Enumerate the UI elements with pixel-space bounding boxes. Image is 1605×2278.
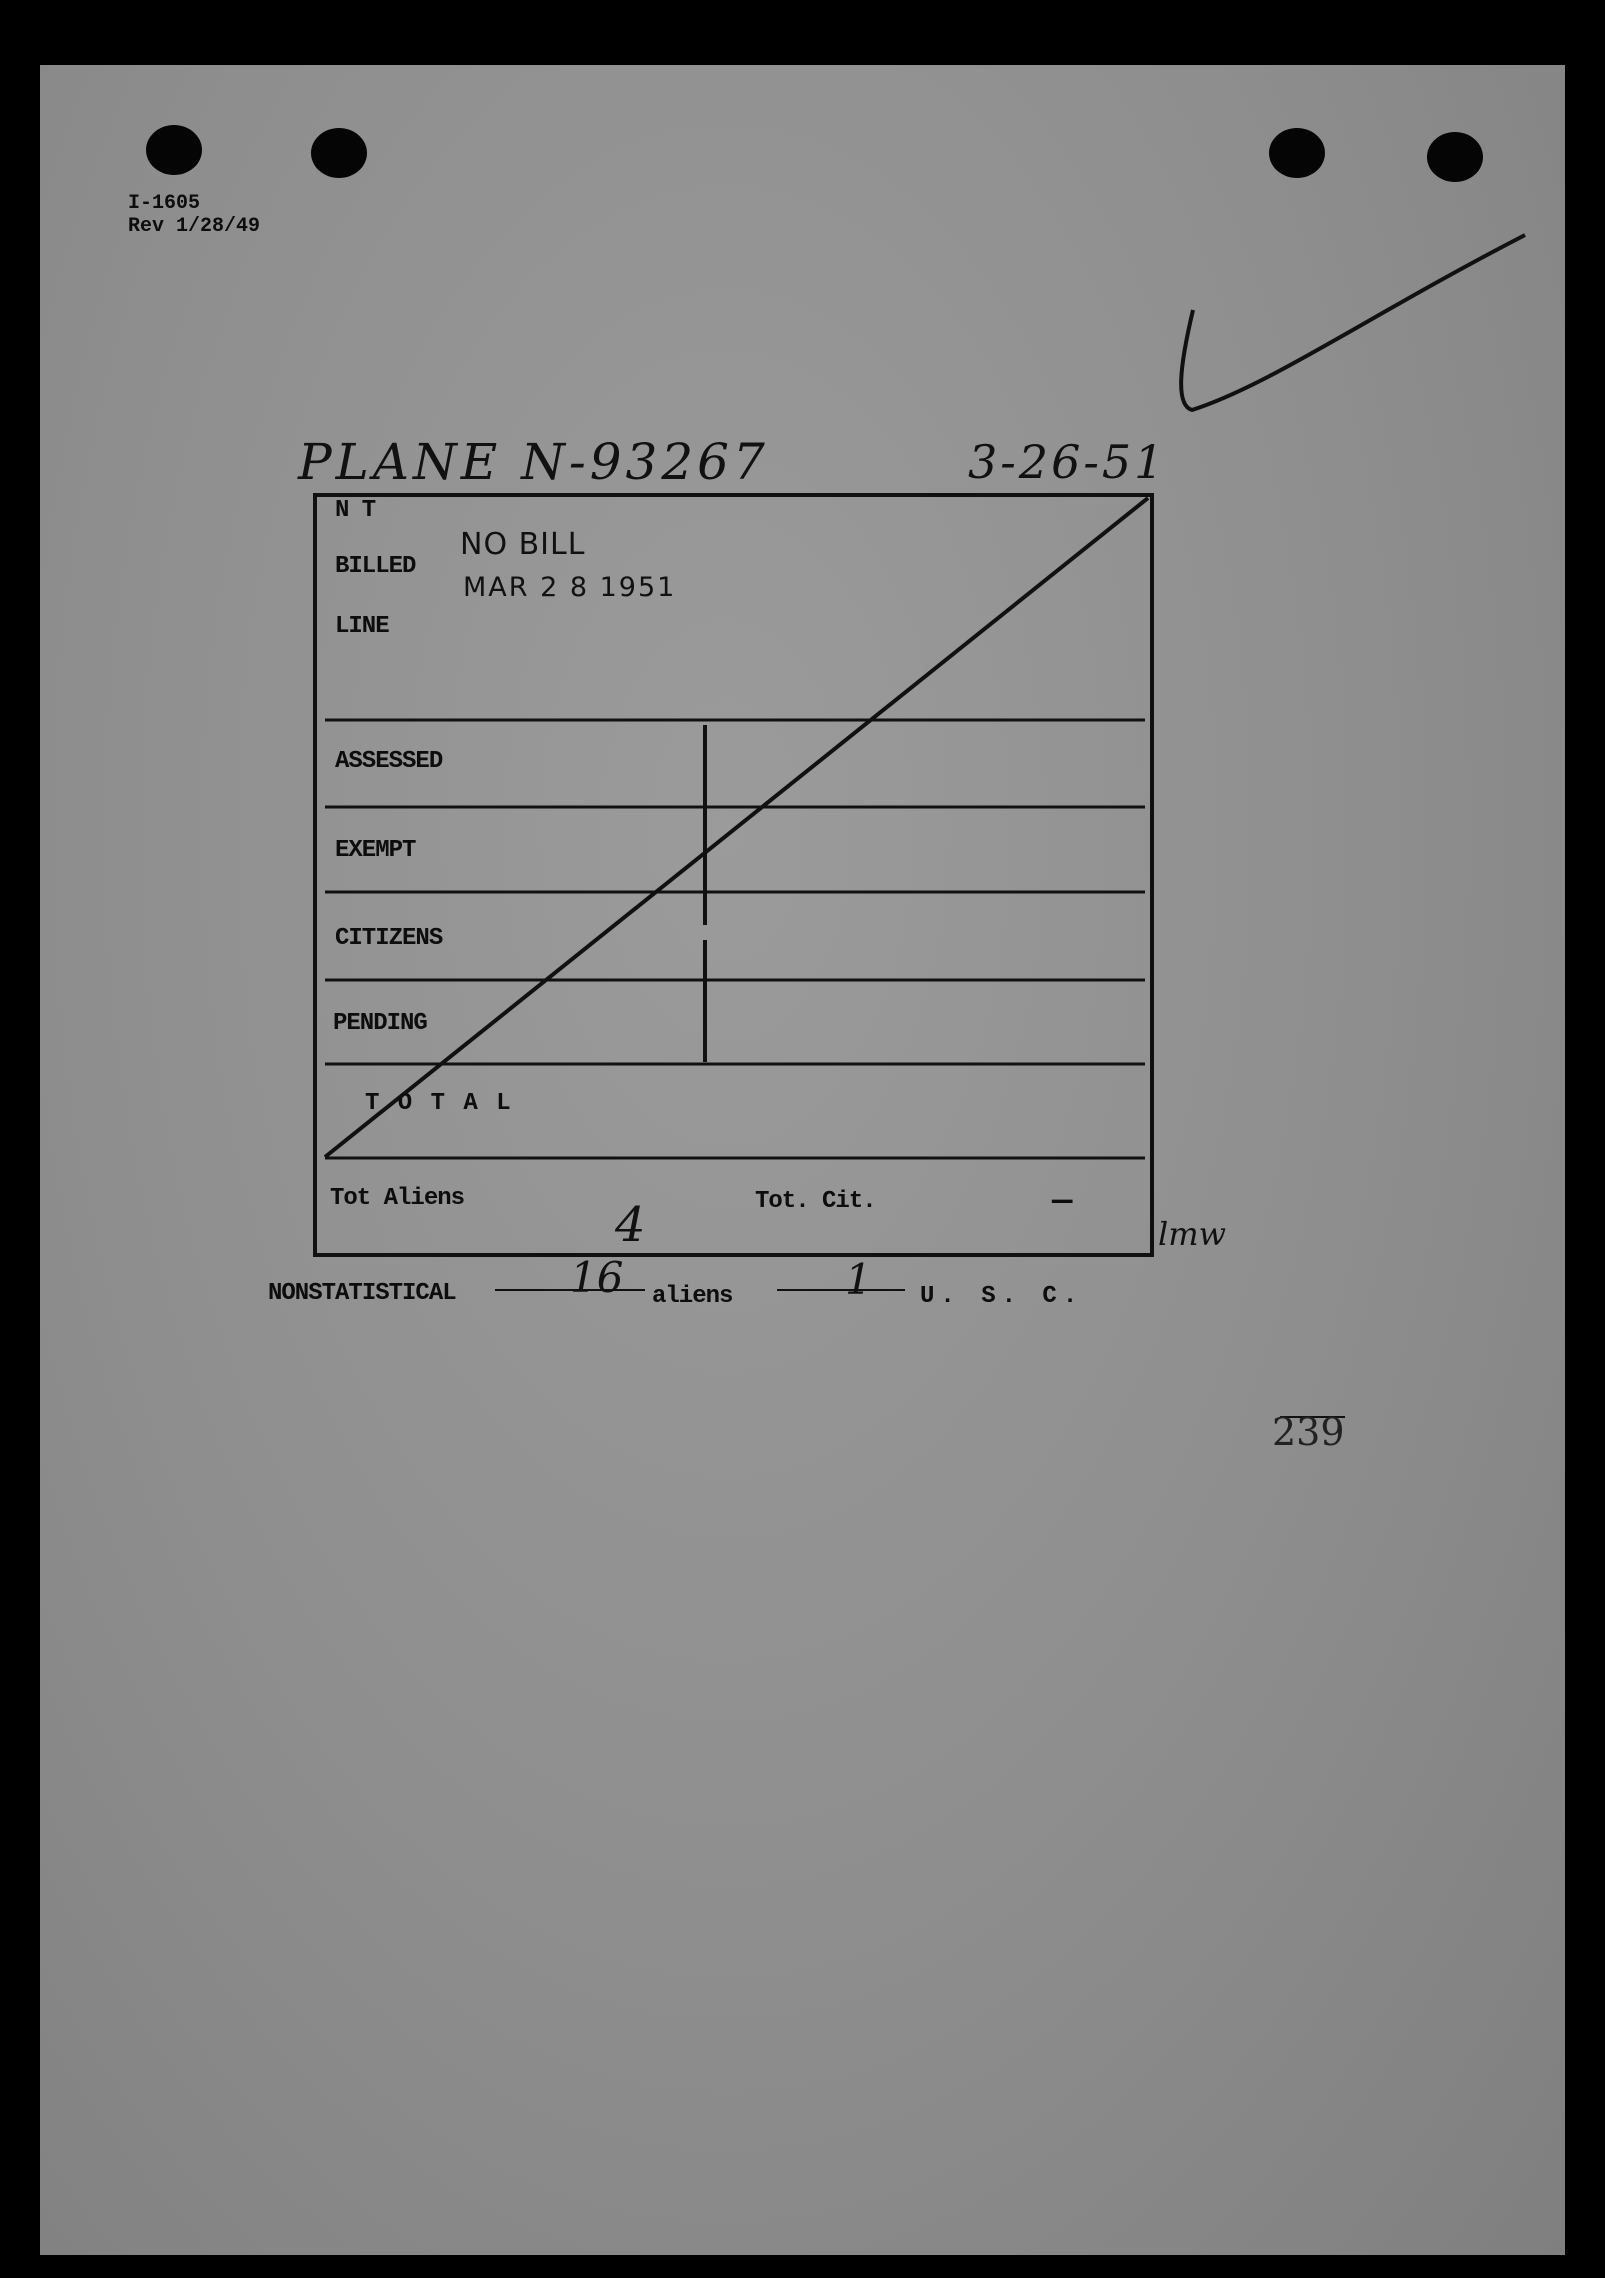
tot-cit-label: Tot. Cit. <box>755 1188 876 1215</box>
row-total: T O T A L <box>365 1090 513 1117</box>
row-exempt: EXEMPT <box>335 837 416 864</box>
no-bill-stamp: NO BILL <box>460 527 586 562</box>
nonstatistical-usc-value: 1 <box>845 1255 872 1304</box>
nonstatistical-aliens-label: aliens <box>652 1283 733 1310</box>
plane-number: PLANE N-93267 <box>298 433 769 491</box>
tot-aliens-value: 4 <box>615 1197 646 1253</box>
header-date: 3-26-51 <box>968 435 1167 489</box>
document-page <box>40 65 1565 2255</box>
tot-cit-value: — <box>1052 1183 1073 1221</box>
label-nt: N T <box>335 497 376 524</box>
initials: lmw <box>1158 1215 1226 1253</box>
form-revision: Rev 1/28/49 <box>128 215 261 238</box>
label-line: LINE <box>335 613 389 640</box>
table-border <box>315 495 1152 1255</box>
row-assessed: ASSESSED <box>335 748 443 775</box>
check-mark <box>1181 235 1525 410</box>
row-citizens: CITIZENS <box>335 925 443 952</box>
row-pending: PENDING <box>333 1010 427 1037</box>
label-billed: BILLED <box>335 553 416 580</box>
date-stamp: MAR 2 8 1951 <box>463 572 677 603</box>
nonstatistical-label: NONSTATISTICAL <box>268 1280 456 1307</box>
form-number: I-1605 <box>128 192 201 215</box>
page-number: 239 <box>1272 1410 1345 1454</box>
form-lines <box>40 65 1565 2255</box>
tot-aliens-label: Tot Aliens <box>330 1185 465 1212</box>
nonstatistical-aliens-value: 16 <box>570 1253 624 1302</box>
nonstatistical-usc-label: U. S. C. <box>920 1283 1084 1310</box>
diagonal-strike <box>325 498 1148 1157</box>
